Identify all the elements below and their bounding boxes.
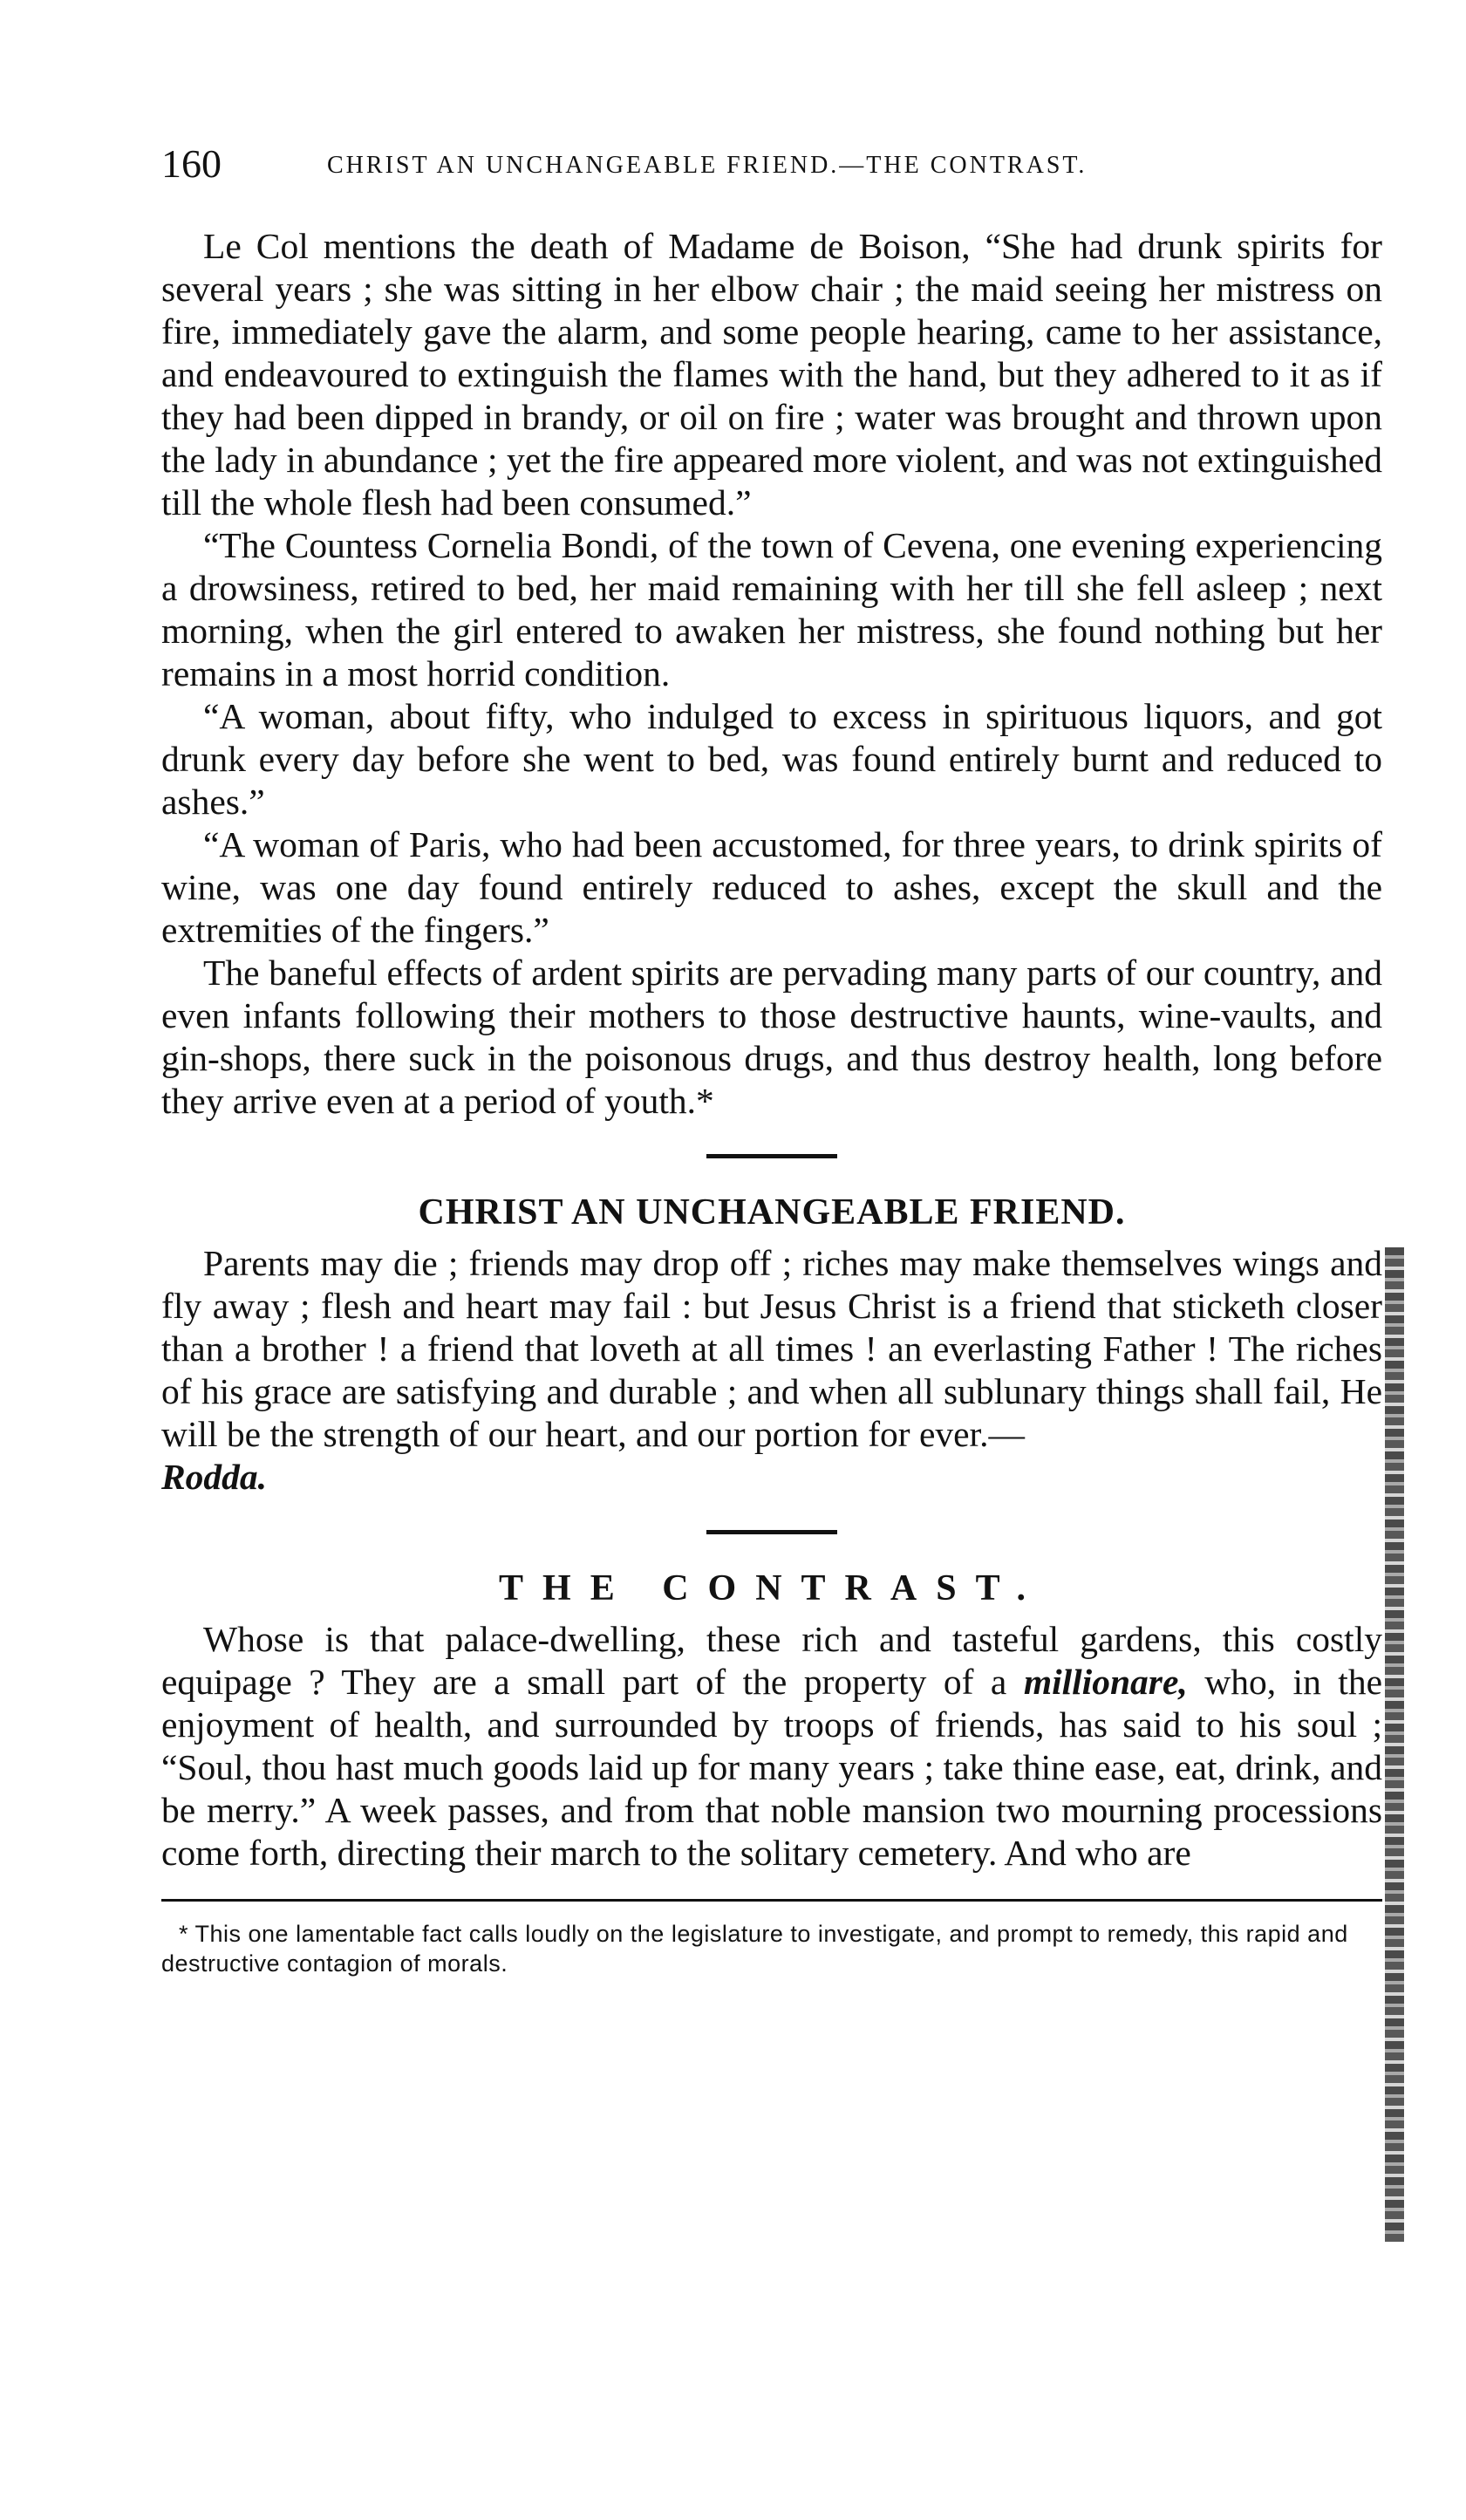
paragraph-baneful-effects: The baneful effects of ardent spirits are pervading many parts of our country, and even infants following their mothers to those destructive haunts, wine-vaults, and gin-shops, there suck in the poisonous drugs, and thus destroy health, long before they arrive even at a period of youth.* bbox=[161, 953, 1382, 1121]
paragraph-woman-paris: “A woman of Paris, who had been accustomed, for three years, to drink spirits of wine, was one day found entirely reduced to ashes, except the skull and the extremities of the fingers.” bbox=[161, 824, 1382, 950]
footnote: * This one lamentable fact calls loudly on the legislature to investigate, and prompt to remedy, this rapid and destructive contagion of morals. bbox=[161, 1921, 1348, 1977]
contrast-text-end: who, in the enjoyment of health, and surrounded by troops of friends, has said to his soul ; “Soul, thou hast much goods laid up for many years ; take thine ease, eat, drink, and be merry.” A week passes, and from that noble mansion two mourning processions come forth, directing their march to the solitary cemetery. And who are bbox=[161, 1662, 1383, 1873]
contrast-text-start: Whose is that palace-dwelling, these rich and tasteful gardens, this costly equipage ? They are a small part of the property of a bbox=[161, 1619, 1382, 1702]
contrast-italic-word: millionare, bbox=[1023, 1662, 1188, 1702]
section-divider bbox=[706, 1530, 837, 1534]
footnote-rule bbox=[161, 1899, 1382, 1902]
paragraph-woman-fifty: “A woman, about fifty, who indulged to excess in spirituous liquors, and got drunk every day before she went to bed, was found entirely burnt and reduced to ashes.” bbox=[161, 696, 1382, 822]
page-body bbox=[161, 225, 1382, 1978]
page-number: 160 bbox=[161, 141, 222, 186]
signature-rodda: Rodda. bbox=[161, 1457, 268, 1497]
section-divider bbox=[706, 1154, 837, 1158]
paragraph-boison: Le Col mentions the death of Madame de Boison, “She had drunk spirits for several years ; she was sitting in her elbow chair ; the maid seeing her mistress on fire, immediately gave the alarm, and some people hearing, came to her assistance, and endeavoured to extinguish the flames with the hand, but they adhered to it as if they had been dipped in brandy, or oil on fire ; water was brought and thrown upon the lady in abundance ; yet the fire appeared more violent, and was not extinguished till the whole flesh had been consumed.” bbox=[161, 226, 1382, 522]
running-head: CHRIST AN UNCHANGEABLE FRIEND.—THE CONTRAST. bbox=[327, 152, 1088, 179]
heading-the-contrast: THE CONTRAST. bbox=[499, 1568, 1045, 1608]
page-header bbox=[161, 140, 1321, 192]
heading-unchangeable-friend: CHRIST AN UNCHANGEABLE FRIEND. bbox=[418, 1192, 1126, 1233]
paragraph-bondi: “The Countess Cornelia Bondi, of the town of Cevena, one evening experiencing a drowsiness, retired to bed, her maid remaining with her till she fell asleep ; next morning, when the girl entered to awaken her mistress, she found nothing but her remains in a most horrid condition. bbox=[161, 525, 1382, 693]
paragraph-the-contrast bbox=[161, 1618, 1382, 1875]
page-edge-shadow bbox=[1385, 1247, 1404, 2242]
paragraph-unchangeable-friend bbox=[161, 1242, 1382, 1499]
friend-text: Parents may die ; friends may drop off ; riches may make themselves wings and fly away ; flesh and heart may fail : but Jesus Christ is a friend that sticketh closer than a brother ! a friend that loveth at all times ! an everlasting Father ! The riches of his grace are satisfying and durable ; and when all sublunary things shall fail, He will be the strength of our heart, and our portion for ever.— bbox=[161, 1243, 1382, 1454]
